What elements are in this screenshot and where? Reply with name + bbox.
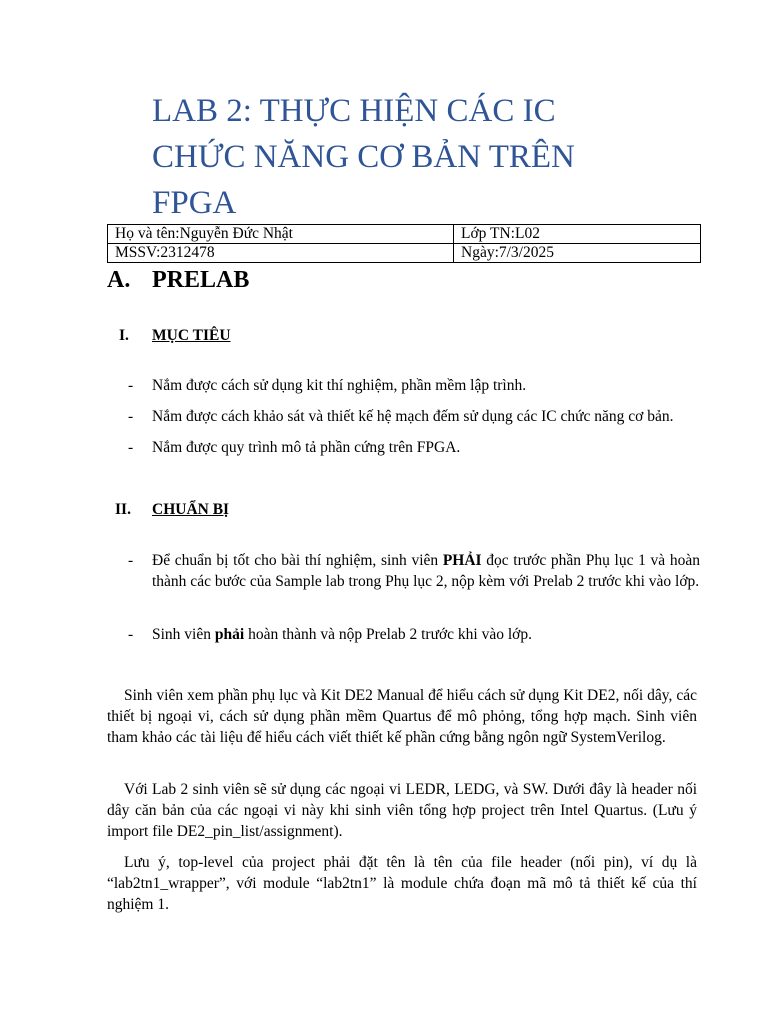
student-info-table — [107, 224, 701, 263]
section-a-title: PRELAB — [152, 267, 250, 293]
emphasis-text: PHẢI — [442, 552, 482, 569]
subsection-number: II. — [115, 501, 131, 518]
title-line-3: FPGA — [152, 185, 237, 221]
list-item-text: Nắm được cách sử dụng kit thí nghiệm, phần mềm lập trình. — [152, 377, 527, 394]
list-item — [128, 550, 700, 613]
list-item-text: Nắm được cách khảo sát và thiết kế hệ mạch đếm sử dụng các IC chức năng cơ bản. — [152, 408, 674, 425]
emphasis-text: phải — [214, 626, 245, 643]
body-paragraph: Sinh viên xem phần phụ lục và Kit DE2 Manual để hiểu cách sử dụng Kit DE2, nối dây, các thiết bị ngoại vi, cách sử dụng phần mềm Quartus để mô phỏng, tổng hợp mạch. Sinh viên tham khảo các tài liệu để hiểu cách viết thiết kế phần cứng bằng ngôn ngữ SystemVerilog. — [107, 687, 697, 746]
date-cell: Ngày:7/3/2025 — [454, 244, 701, 263]
bullet-dash: - — [128, 408, 134, 425]
title-line-1: LAB 2: THỰC HIỆN CÁC IC — [152, 93, 556, 129]
subsection-title: CHUẨN BỊ — [152, 501, 230, 518]
list-item-text — [152, 624, 700, 645]
table-row — [108, 225, 701, 244]
list-item — [128, 437, 700, 458]
bullet-dash: - — [128, 377, 134, 394]
lab-title — [152, 88, 672, 226]
list-item — [128, 375, 700, 396]
table-row — [108, 244, 701, 263]
text-run: Để chuẩn bị tốt cho bài thí nghiệm, sinh viên — [152, 552, 443, 569]
list-item-text — [152, 550, 700, 592]
text-run: đọc trước phần Phụ lục 1 và hoàn thành các bước của Sample lab trong Phụ lục 2, nộp kèm với Prelab 2 trước khi vào lớp. — [152, 552, 700, 590]
list-item-text: Nắm được quy trình mô tả phần cứng trên FPGA. — [152, 439, 461, 456]
bullet-dash: - — [128, 626, 134, 643]
text-run: Sinh viên — [152, 626, 215, 643]
section-a-heading — [107, 264, 249, 296]
bullet-dash: - — [128, 439, 134, 456]
subsection-chuan-bi-heading — [115, 500, 315, 520]
student-id-cell: MSSV:2312478 — [108, 244, 454, 263]
student-name-cell: Họ và tên:Nguyễn Đức Nhật — [108, 225, 454, 244]
title-line-2: CHỨC NĂNG CƠ BẢN TRÊN — [152, 139, 575, 175]
body-paragraph: Với Lab 2 sinh viên sẽ sử dụng các ngoại vi LEDR, LEDG, và SW. Dưới đây là header nối dây căn bản của các ngoại vi này khi sinh viên tổng hợp project trên Intel Quartus. (Lưu ý import file DE2_pin_list/assignment). — [107, 781, 697, 840]
body-paragraph: Lưu ý, top-level của project phải đặt tên là tên của file header (nối pin), ví dụ là “lab2tn1_wrapper”, với module “lab2tn1” là module chứa đoạn mã mô tả thiết kế của thí nghiệm 1. — [107, 854, 697, 913]
class-cell: Lớp TN:L02 — [454, 225, 701, 244]
bullet-dash: - — [128, 552, 134, 569]
text-run: hoàn thành và nộp Prelab 2 trước khi vào lớp. — [244, 626, 532, 643]
subsection-number: I. — [119, 327, 129, 344]
list-item — [128, 406, 700, 427]
section-a-number: A. — [107, 267, 131, 293]
subsection-title: MỤC TIÊU — [152, 327, 231, 344]
subsection-muc-tieu-heading — [119, 326, 319, 346]
list-item — [128, 624, 700, 645]
